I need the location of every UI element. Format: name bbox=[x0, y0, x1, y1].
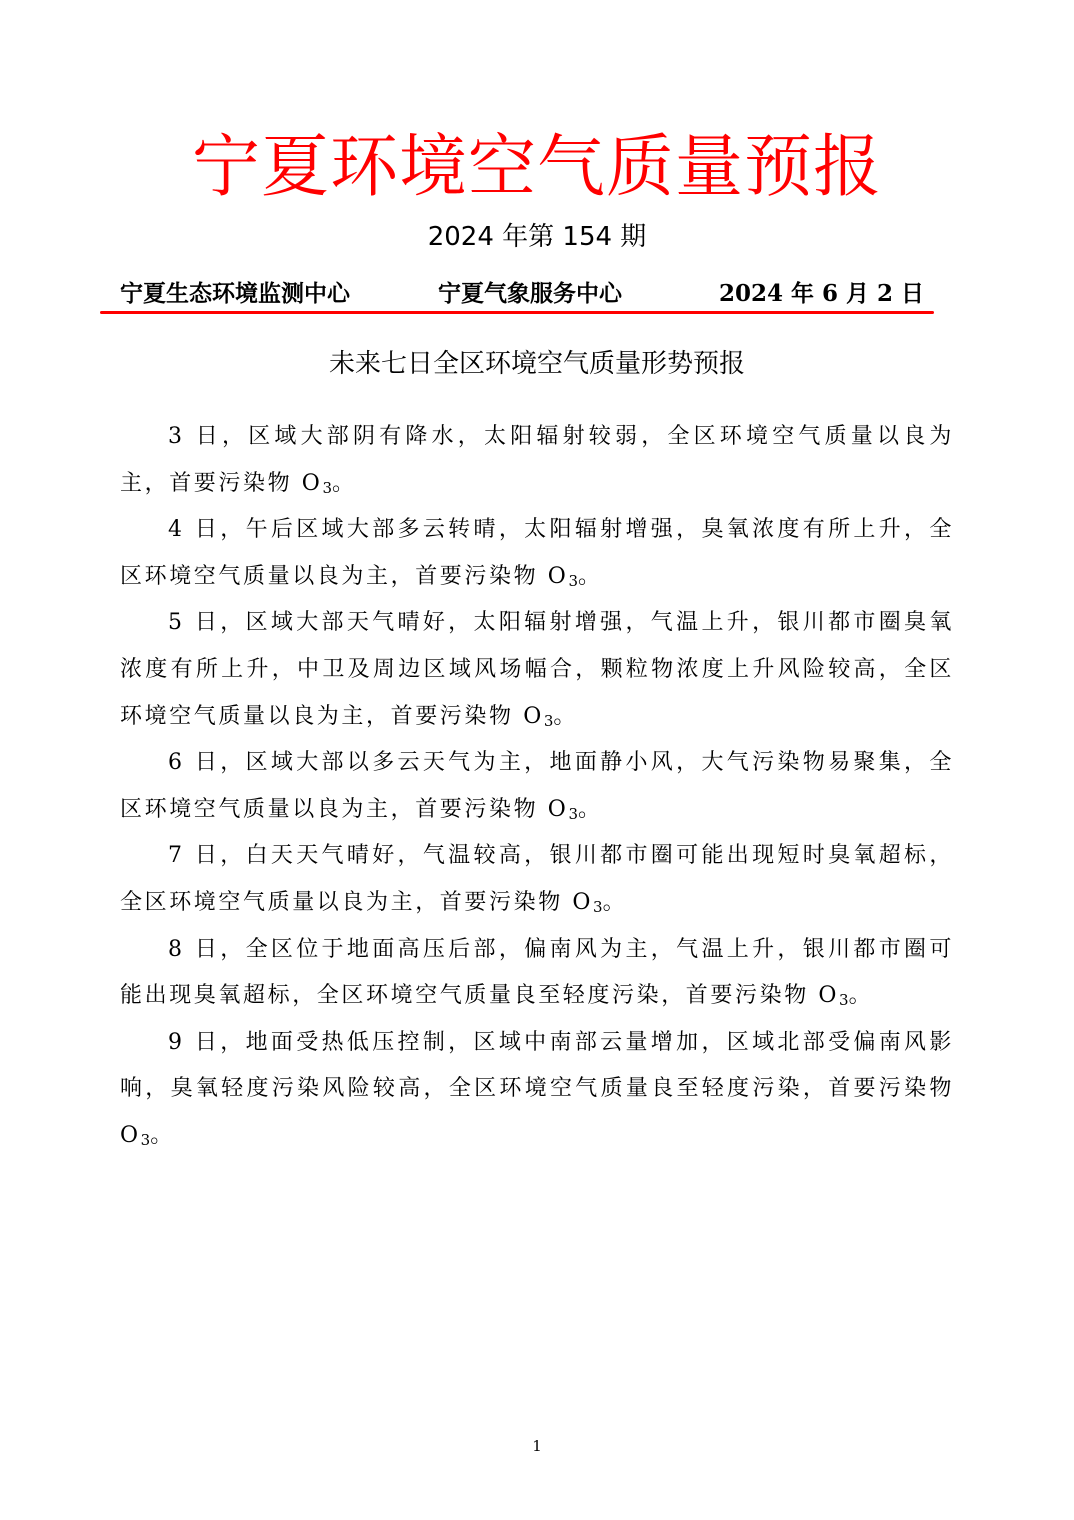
forecast-paragraph-day-9 bbox=[120, 1020, 954, 1160]
section-heading: 未来七日全区环境空气质量形势预报 bbox=[328, 349, 745, 379]
subscript-3: 3 bbox=[568, 571, 578, 590]
masthead-title: 宁夏环境空气质量预报 bbox=[191, 128, 882, 207]
subscript-3: 3 bbox=[568, 804, 578, 823]
forecast-paragraph-day-3 bbox=[120, 414, 954, 507]
subscript-3: 3 bbox=[322, 478, 332, 497]
paragraph-end: 。 bbox=[150, 1122, 175, 1148]
paragraph-end: 。 bbox=[553, 703, 578, 729]
paragraph-end: 。 bbox=[602, 889, 628, 915]
issuer-row bbox=[120, 277, 932, 311]
forecast-paragraph-day-8 bbox=[120, 927, 954, 1020]
paragraph-text: 9 日，地面受热低压控制，区域中南部云量增加，区域北部受偏南风影响，臭氧轻度污染风险较高，全区环境空气质量良至轻度污染，首要污染物 O bbox=[120, 1029, 954, 1148]
paragraph-text: 6 日，区域大部以多云天气为主，地面静小风，大气污染物易聚集，全区环境空气质量以良为主，首要污染物 O bbox=[120, 750, 954, 822]
subscript-3: 3 bbox=[140, 1130, 151, 1149]
paragraph-end: 。 bbox=[331, 470, 357, 496]
subscript-3: 3 bbox=[593, 897, 603, 916]
issue-number: 2024 年第 154 期 bbox=[427, 222, 647, 252]
paragraph-text: 8 日，全区位于地面高压后部，偏南风为主，气温上升，银川都市圈可能出现臭氧超标，全区环境空气质量良至轻度污染，首要污染物 O bbox=[120, 936, 954, 1009]
paragraph-text: 7 日，白天天气晴好，气温较高，银川都市圈可能出现短时臭氧超标，全区环境空气质量以良为主，首要污染物 O bbox=[120, 843, 954, 915]
paragraph-end: 。 bbox=[577, 563, 603, 589]
subscript-3: 3 bbox=[543, 711, 554, 730]
subscript-3: 3 bbox=[839, 991, 849, 1010]
issue-date: 2024 年 6 月 2 日 bbox=[718, 280, 924, 307]
paragraph-end: 。 bbox=[848, 983, 874, 1009]
issuer-monitoring-center: 宁夏生态环境监测中心 bbox=[120, 280, 350, 307]
forecast-paragraph-day-7 bbox=[120, 833, 954, 926]
paragraph-text: 5 日，区域大部天气晴好，太阳辐射增强，气温上升，银川都市圈臭氧浓度有所上升，中卫及周边区域风场幅合，颗粒物浓度上升风险较高，全区环境空气质量以良为主，首要污染物 O bbox=[120, 610, 954, 729]
red-divider-rule bbox=[100, 311, 934, 314]
forecast-body bbox=[120, 414, 954, 1160]
paragraph-text: 3 日，区域大部阴有降水，太阳辐射较弱，全区环境空气质量以良为主，首要污染物 O bbox=[120, 424, 954, 496]
forecast-paragraph-day-6 bbox=[120, 740, 954, 833]
paragraph-end: 。 bbox=[577, 796, 603, 822]
forecast-paragraph-day-4 bbox=[120, 507, 954, 600]
page-number: 1 bbox=[532, 1437, 542, 1455]
forecast-paragraph-day-5 bbox=[120, 600, 954, 740]
paragraph-text: 4 日，午后区域大部多云转晴，太阳辐射增强，臭氧浓度有所上升，全区环境空气质量以良为主，首要污染物 O bbox=[120, 517, 954, 589]
issuer-meteorological-center: 宁夏气象服务中心 bbox=[438, 280, 622, 307]
